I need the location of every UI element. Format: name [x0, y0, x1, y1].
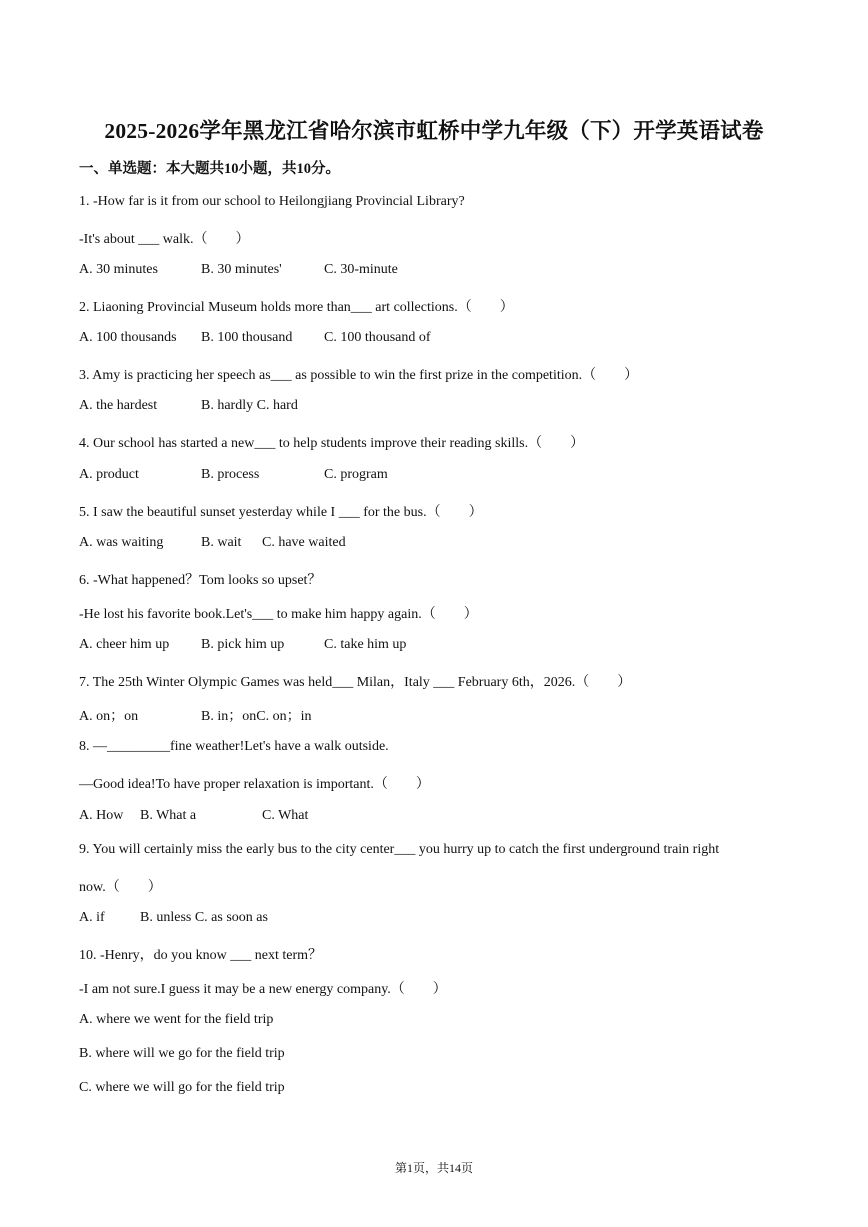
option-a: A. if [79, 910, 105, 925]
option-a: A. the hardest [79, 398, 158, 413]
option-b: B. pick him up [201, 637, 285, 652]
question-9-line2: now.（ ） [79, 880, 162, 895]
option-a: A. 30 minutes [79, 262, 158, 277]
question-7-stem: 7. The 25th Winter Olympic Games was held___ Milan，Italy ___ February 6th，2026.（ ） [79, 675, 632, 690]
question-9-stem: 9. You will certainly miss the early bus to the city center___ you hurry up to catch the first underground train right [79, 842, 720, 857]
option-a: A. was waiting [79, 535, 164, 550]
option-a: A. How [79, 808, 124, 823]
option-b: B. where will we go for the field trip [79, 1046, 285, 1061]
option-c: C. have waited [262, 535, 346, 550]
option-c: C. 100 thousand of [324, 330, 431, 345]
question-4-stem: 4. Our school has started a new___ to help students improve their reading skills.（ ） [79, 436, 585, 451]
option-b: B. in；onC. on；in [201, 709, 312, 724]
question-10-line2: -I am not sure.I guess it may be a new energy company.（ ） [79, 982, 447, 997]
option-b: B. unless C. as soon as [140, 910, 268, 925]
page-footer: 第1页，共14页 [394, 1161, 473, 1175]
option-b: B. What a [140, 808, 197, 823]
question-2-stem: 2. Liaoning Provincial Museum holds more than___ art collections.（ ） [79, 300, 514, 315]
question-3-stem: 3. Amy is practicing her speech as___ as possible to win the first prize in the competition.（ ） [79, 368, 639, 383]
question-6-stem: 6. -What happened？Tom looks so upset？ [79, 573, 322, 588]
option-c: C. where we will go for the field trip [79, 1080, 285, 1095]
option-a: A. 100 thousands [79, 330, 177, 345]
question-1-line2: -It's about ___ walk.（ ） [79, 232, 250, 247]
page-title: 2025-2026学年黑龙江省哈尔滨市虹桥中学九年级（下）开学英语试卷 [104, 119, 764, 143]
question-8-line2: —Good idea!To have proper relaxation is important.（ ） [79, 777, 430, 792]
question-10-stem: 10. -Henry，do you know ___ next term？ [79, 948, 323, 963]
question-6-line2: -He lost his favorite book.Let's___ to make him happy again.（ ） [79, 607, 478, 622]
option-c: C. program [324, 467, 388, 482]
option-c: C. take him up [324, 637, 407, 652]
option-c: C. 30-minute [324, 262, 398, 277]
option-a: A. product [79, 467, 139, 482]
question-1-stem: 1. -How far is it from our school to Heilongjiang Provincial Library? [79, 194, 465, 209]
question-5-stem: 5. I saw the beautiful sunset yesterday while I ___ for the bus.（ ） [79, 505, 483, 520]
option-b: B. wait [201, 535, 242, 550]
question-8-stem: 8. —_________fine weather!Let's have a walk outside. [79, 739, 389, 754]
option-b: B. process [201, 467, 260, 482]
option-a: A. cheer him up [79, 637, 170, 652]
option-b: B. hardly C. hard [201, 398, 298, 413]
section-heading: 一、单选题：本大题共10小题，共10分。 [79, 161, 340, 177]
option-b: B. 30 minutes' [201, 262, 282, 277]
option-b: B. 100 thousand [201, 330, 293, 345]
option-a: A. on；on [79, 709, 139, 724]
option-a: A. where we went for the field trip [79, 1012, 274, 1027]
option-c: C. What [262, 808, 309, 823]
